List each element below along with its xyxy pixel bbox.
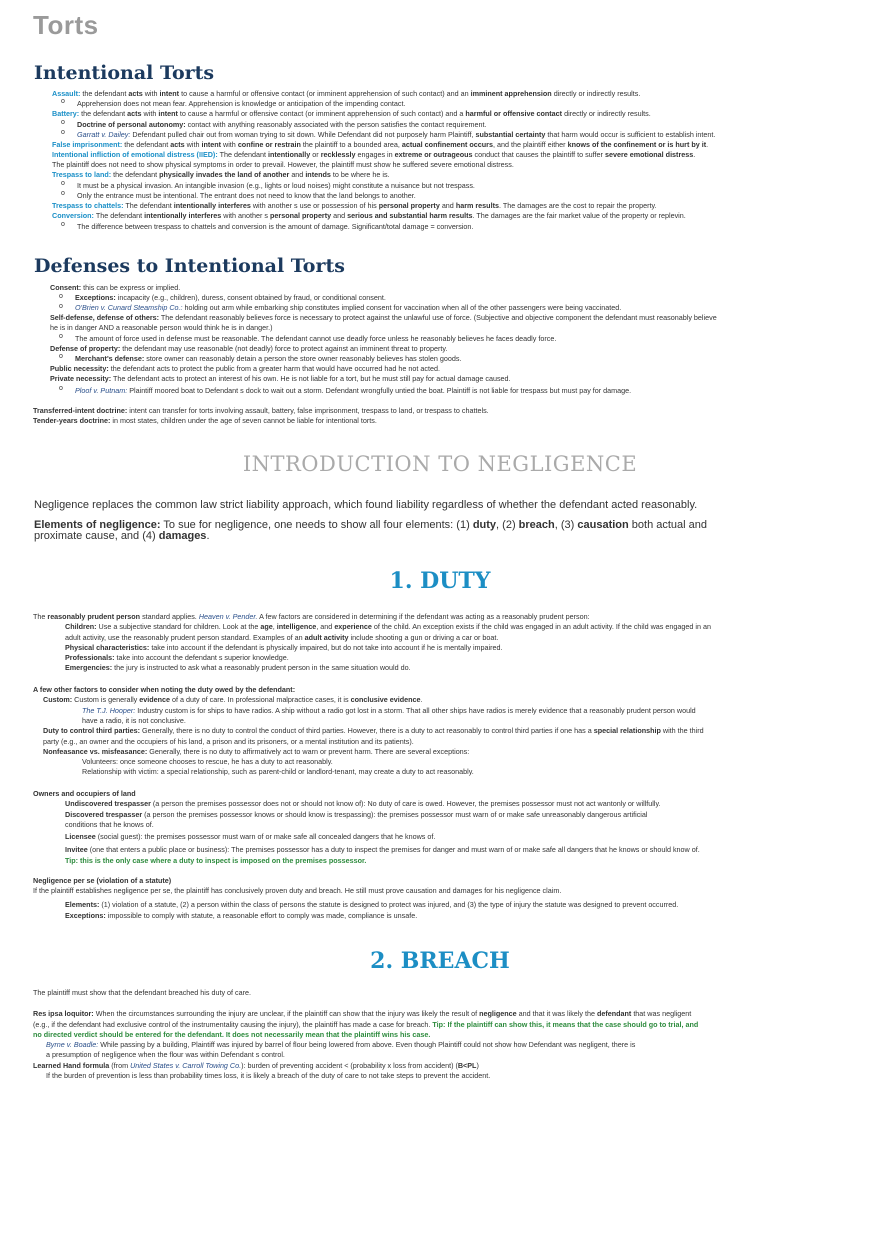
defenses-heading: Defenses to Intentional Torts <box>34 255 345 277</box>
bullet-icon: o <box>61 221 65 228</box>
personal-autonomy: Doctrine of personal autonomy: contact with anything reasonably associated with the person satisfies the contact requirement. <box>77 120 487 129</box>
tender-years-line: Tender-years doctrine: in most states, children under the age of seven cannot be liable for intentional torts. <box>33 416 377 425</box>
volunteers-line: Volunteers: once someone chooses to rescue, he has a duty to act reasonably. <box>82 757 333 766</box>
self-defense-sub: The amount of force used in defense must be reasonable. The defendant cannot use deadly force unless he reasonably believes he faces deadly force. <box>75 334 557 343</box>
negligence-heading: INTRODUCTION TO NEGLIGENCE <box>242 452 638 476</box>
bullet-icon: o <box>59 385 63 392</box>
private-necessity-line: Private necessity: The defendant acts to protect an interest of his own. He is not liable for a tort, but he must still pay for actual damage caused. <box>50 374 511 383</box>
bullet-icon: o <box>59 333 63 340</box>
discovered-line2: conditions that he knows of. <box>65 820 154 829</box>
conversion-sub: The difference between trespass to chattels and conversion is the amount of damage. Significant/total damage = conversion. <box>77 222 474 231</box>
negligence-per-se-heading: Negligence per se (violation of a statute) <box>33 876 172 885</box>
physical-line: Physical characteristics: take into account if the defendant is physically impaired, but do not take into account if he is mentally impaired. <box>65 643 503 652</box>
tj-hooper-case: The T.J. Hooper: Industry custom is for ships to have radios. A ship without a radio got lost in a storm. That all other ships have radios is merely evidence that a reasonably prudent person would <box>82 706 696 715</box>
bullet-icon: o <box>59 293 63 300</box>
duty-heading: 1. DUTY <box>389 568 491 594</box>
breach-intro: The plaintiff must show that the defendant breached his duty of care. <box>33 988 252 997</box>
byrne-case: Byrne v. Boadle: While passing by a building, Plaintiff was injured by barrel of flour being lowered from above. Even though Plaintiff could not show how Defendant was negligent, there is <box>46 1040 636 1049</box>
trespass-chattels-line: Trespass to chattels: The defendant intentionally interferes with another s use or possession of his personal property and harm results. The damages are the cost to repair the property. <box>52 201 657 210</box>
self-defense-line: Self-defense, defense of others: The defendant reasonably believes force is necessary to protect against the unlawful use of force. (Subjective and objective component the defendant must reasonably believe <box>50 313 717 322</box>
learned-hand-line: Learned Hand formula (from United States v. Carroll Towing Co.): burden of preventing accident < (probability x loss from accident) (B<PL) <box>33 1061 479 1070</box>
public-necessity-line: Public necessity: the defendant acts to protect the public from a greater harm that would have occurred had he not acted. <box>50 364 440 373</box>
tj-hooper-line2: have a radio, it is not conclusive. <box>82 716 186 725</box>
few-factors-heading: A few other factors to consider when noting the duty owed by the defendant: <box>33 685 296 694</box>
byrne-line2: a presumption of negligence when the flour was within Defendant s control. <box>46 1050 285 1059</box>
trespass-land-sub2: Only the entrance must be intentional. The entrant does not need to know that the land belongs to another. <box>77 191 416 200</box>
res-ipsa-line2: (e.g., if the defendant had exclusive control of the instrumentality causing the injury), the plaintiff has made a case for breach. Tip: If the plaintiff can show this, it means that the case should go to trial, and <box>33 1020 699 1029</box>
merchant-defense-line: Merchant's defense: store owner can reasonably detain a person the store owner reasonably believes has stolen goods. <box>75 354 462 363</box>
negligence-per-se-text: If the plaintiff establishes negligence per se, the plaintiff has conclusively proven duty and breach. He still must prove causation and damages for his negligence claim. <box>33 886 562 895</box>
obrien-case: O'Brien v. Cunard Steamship Co.: holding out arm while embarking ship constitutes implied consent for vaccination when all of the other passengers were being vaccinated. <box>75 303 622 312</box>
iied-line2: The plaintiff does not need to show physical symptoms in order to prevail. However, the plaintiff must show he suffered severe emotional distress. <box>52 160 514 169</box>
learned-hand-line2: If the burden of prevention is less than probability times loss, it is likely a breach of the duty of care to not take steps to prevent the accident. <box>46 1071 491 1080</box>
assault-sub: Apprehension does not mean fear. Apprehension is knowledge or anticipation of the impending contact. <box>77 99 406 108</box>
licensee-line: Licensee (social guest): the premises possessor must warn of or make safe all concealed dangers that he knows of. <box>65 832 436 841</box>
bullet-icon: o <box>61 119 65 126</box>
trespass-land-sub1: It must be a physical invasion. An intangible invasion (e.g., lights or loud noises) might constitute a nuisance but not trespass. <box>77 181 475 190</box>
conversion-line: Conversion: The defendant intentionally interferes with another s personal property and serious and substantial harm results. The damages are the fair market value of the property or replevin. <box>52 211 686 220</box>
nps-exceptions-line: Exceptions: impossible to comply with statute, a reasonable effort to comply was made, compliance is unsafe. <box>65 911 418 920</box>
bullet-icon: o <box>59 303 63 310</box>
invitee-line: Invitee (one that enters a public place or business): The premises possessor has a duty to inspect the premises for danger and must warn of or make safe all dangers that he knows or should know of. <box>65 845 700 854</box>
invitee-tip: Tip: this is the only case where a duty to inspect is imposed on the premises possessor. <box>65 856 367 865</box>
nps-elements-line: Elements: (1) violation of a statute, (2) a person within the class of persons the statute is designed to protect was injured, and (3) the type of injury the statute was designed to prevent occurred. <box>65 900 679 909</box>
duty-control-line2: party (e.g., an owner and the occupiers of his land, a prison and its prisoners, or a mental institution and its patients). <box>43 737 414 746</box>
exceptions-line: Exceptions: incapacity (e.g., children), duress, consent obtained by fraud, or conditional consent. <box>75 293 386 302</box>
garratt-case: Garratt v. Dailey: Defendant pulled chair out from woman trying to sit down. While Defendant did not purposely harm Plaintiff, substantial certainty that harm would occur is sufficient to establish intent. <box>77 130 716 139</box>
battery-line: Battery: the defendant acts with intent to cause a harmful or offensive contact (or imminent apprehension of such contact) and a harmful or offensive contact directly or indirectly results. <box>52 109 651 118</box>
iied-line: Intentional infliction of emotional distress (IIED): The defendant intentionally or recklessly engages in extreme or outrageous conduct that causes the plaintiff to suffer severe emotional distress. <box>52 150 696 159</box>
nonfeasance-line: Nonfeasance vs. misfeasance: Generally, there is no duty to affirmatively act to warn or prevent harm. There are several exceptions: <box>43 747 470 756</box>
trespass-land-line: Trespass to land: the defendant physically invades the land of another and intends to be where he is. <box>52 170 390 179</box>
duty-control-line: Duty to control third parties: Generally, there is no duty to control the conduct of third parties. However, there is a duty to act reasonably to control third parties if one has a special relationship with the third <box>43 726 704 735</box>
children-line: Children: Use a subjective standard for children. Look at the age, intelligence, and experience of the child. An exception exists if the child was engaged in an adult activity. If the child was engaged in an <box>65 622 711 631</box>
emergencies-line: Emergencies: the jury is instructed to ask what a reasonably prudent person in the same situation would do. <box>65 663 411 672</box>
owners-heading: Owners and occupiers of land <box>33 789 136 798</box>
page-title: Torts <box>33 10 99 40</box>
undiscovered-line: Undiscovered trespasser (a person the premises possessor does not or should not know of): No duty of care is owed. However, the premises possessor must not act wantonly or willfully. <box>65 799 661 808</box>
bullet-icon: o <box>59 353 63 360</box>
transferred-intent-line: Transferred-intent doctrine: intent can transfer for torts involving assault, battery, false imprisonment, trespass to land, or trespass to chattels. <box>33 406 489 415</box>
false-imprisonment-line: False imprisonment: the defendant acts with intent with confine or restrain the plaintiff to a bounded area, actual confinement occurs, and the plaintiff either knows of the confinement or is hurt by it. <box>52 140 709 149</box>
ploof-case: Ploof v. Putnam: Plaintiff moored boat to Defendant s dock to wait out a storm. Defendant wrongfully untied the boat. Plaintiff is not liable for trespass but must pay for damage. <box>75 386 632 395</box>
children-line2: adult activity, use the reasonably prudent person standard. Examples of an adult activity include shooting a gun or driving a car or boat. <box>65 633 499 642</box>
bullet-icon: o <box>61 98 65 105</box>
professionals-line: Professionals: take into account the defendant s superior knowledge. <box>65 653 289 662</box>
assault-line: Assault: the defendant acts with intent to cause a harmful or offensive contact (or imminent apprehension of such contact) and an imminent apprehension directly or indirectly results. <box>52 89 641 98</box>
breach-heading: 2. BREACH <box>370 948 510 974</box>
consent-line: Consent: this can be express or implied. <box>50 283 181 292</box>
custom-line: Custom: Custom is generally evidence of a duty of care. In professional malpractice cases, it is conclusive evidence. <box>43 695 423 704</box>
bullet-icon: o <box>61 129 65 136</box>
res-ipsa-line: Res ipsa loquitor: When the circumstances surrounding the injury are unclear, if the plaintiff can show that the injury was likely the result of negligence and that it was likely the defendant that was negligent <box>33 1009 692 1018</box>
negligence-intro: Negligence replaces the common law strict liability approach, which found liability regardless of whether the defendant acted reasonably. <box>34 499 698 511</box>
bullet-icon: o <box>61 180 65 187</box>
elements-line2: proximate cause, and (4) damages. <box>34 530 210 542</box>
discovered-line: Discovered trespasser (a person the premises possessor knows or should know is trespassing): the premises possessor must warn of or make safe unreasonably dangerous artificial <box>65 810 648 819</box>
intentional-torts-heading: Intentional Torts <box>34 62 215 84</box>
reasonably-prudent-line: The reasonably prudent person standard applies. Heaven v. Pender. A few factors are considered in determining if the defendant was acting as a reasonably prudent person: <box>33 612 590 621</box>
res-ipsa-tip: no directed verdict should be entered for the defendant. It does not necessarily mean that the plaintiff wins his case. <box>33 1030 431 1039</box>
defense-property-line: Defense of property: the defendant may use reasonable (not deadly) force to protect against an imminent threat to property. <box>50 344 448 353</box>
elements-line: Elements of negligence: To sue for negligence, one needs to show all four elements: (1) duty, (2) breach, (3) causation both actual and <box>34 519 708 531</box>
self-defense-line2: he is in danger AND a reasonable person would think he is in danger.) <box>50 323 273 332</box>
relationship-line: Relationship with victim: a special relationship, such as parent-child or landlord-tenant, may create a duty to act reasonably. <box>82 767 474 776</box>
bullet-icon: o <box>61 190 65 197</box>
